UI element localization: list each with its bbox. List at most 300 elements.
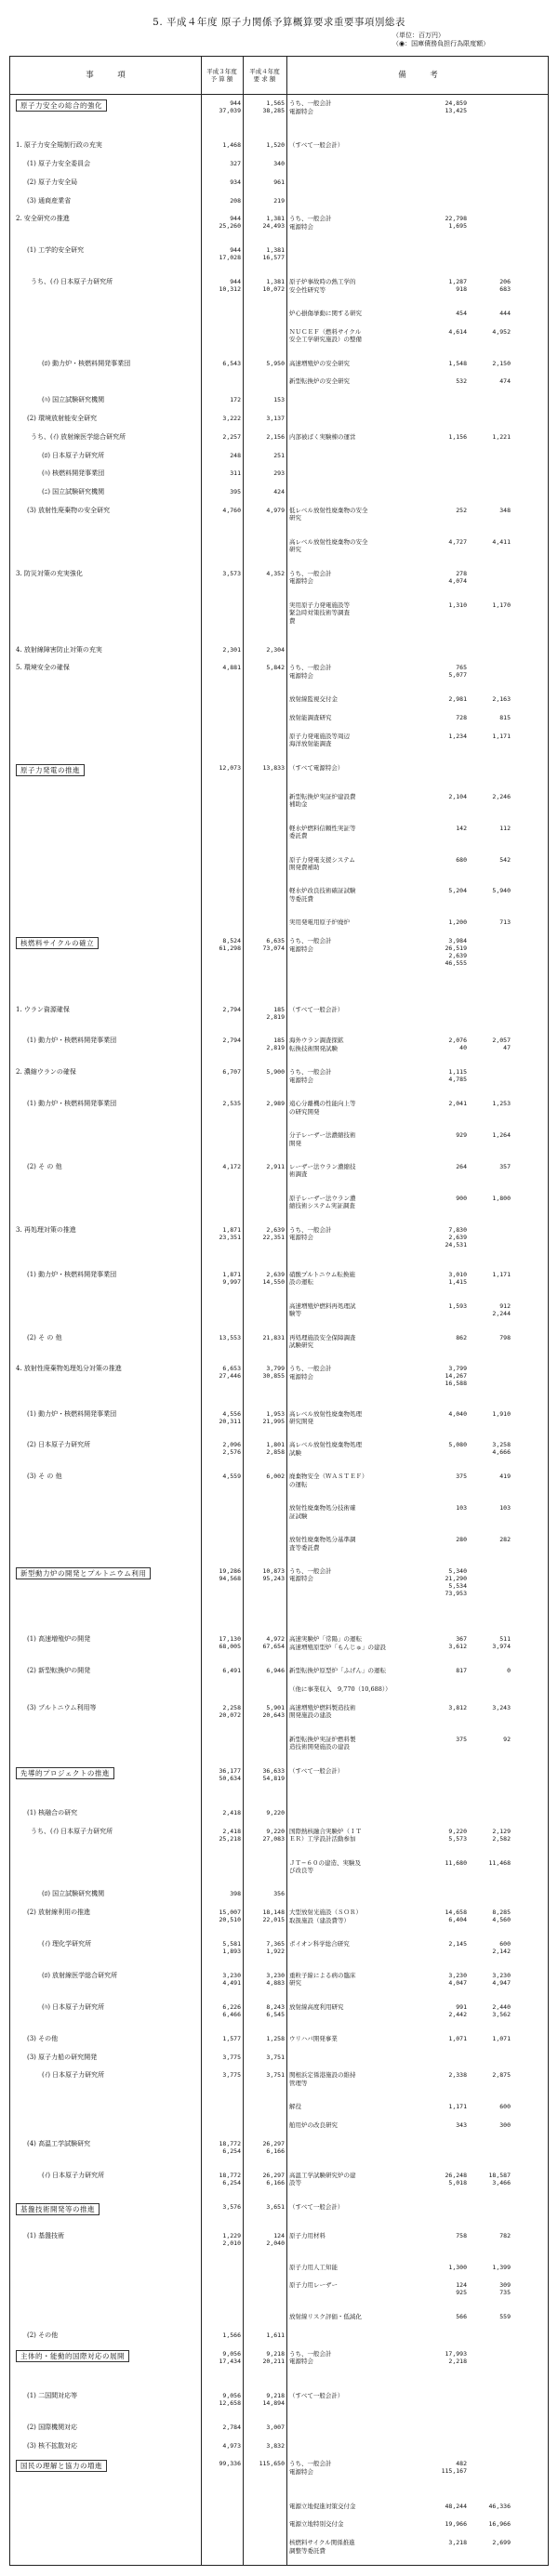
table-row (10, 1734, 548, 1765)
memo-amount-fy4: 600 (499, 2103, 511, 2111)
document-title: 5. 平成４年度 原子力関係予算概算要求重要事項別総表 (153, 17, 405, 28)
item-name: 2. 安全研究の推進 (16, 215, 70, 223)
table-row (10, 2390, 548, 2422)
memo-text: 海外ウラン調査探鉱 転換技術開発試験 (289, 1037, 344, 1052)
table-row (10, 1439, 548, 1471)
memo-amount-fy3: 9,220 5,573 (448, 1827, 467, 1843)
memo-amount-fy4: 46,336 (488, 2502, 511, 2510)
memo-text: （すべて電源特会） (289, 763, 344, 772)
memo-text: 電源立地促進対策交付金 (289, 2502, 356, 2510)
fy3-amount: 2,096 2,576 (222, 1441, 241, 1457)
fy3-amount: 2,418 (222, 1808, 241, 1816)
fy3-amount: 4,559 (222, 1473, 241, 1481)
fy4-amount: 21,831 (262, 1333, 285, 1341)
memo-text: 原子力用材料 (289, 2231, 326, 2239)
fy4-amount: 2,156 (266, 432, 285, 441)
item-name: (1) 動力炉・核燃料開発事業団 (27, 1037, 117, 1045)
fy4-amount: 340 (273, 159, 285, 167)
memo-text: 原子力発電支援システム 開発費補助 (289, 855, 355, 871)
memo-amount-fy4: 1,253 (492, 1100, 511, 1108)
fy4-amount: 5,901 20,643 (262, 1703, 285, 1719)
table-row (10, 139, 548, 158)
memo-amount-fy4: 1,171 (492, 732, 511, 740)
memo-amount-fy3: 1,548 (448, 359, 467, 367)
fy3-amount: 19,286 94,568 (219, 1566, 241, 1582)
item-name: (3) 放射性廃棄物の安全研究 (27, 506, 111, 514)
memo-text: （すべて一般会計） (289, 1005, 344, 1013)
fy3-amount: 4,881 (222, 664, 241, 672)
memo-amount-fy4: 3,243 (492, 1703, 511, 1711)
fy3-amount: 13,553 (219, 1333, 241, 1341)
category-label: 先導的プロジェクトの推進 (16, 1767, 114, 1779)
fy3-amount: 3,573 (222, 569, 241, 577)
fy4-amount: 8,243 6,545 (266, 2002, 285, 2018)
memo-text: うち、一般会計 電源特会 (289, 1068, 332, 1084)
table-row (10, 1363, 548, 1407)
item-name (16, 2460, 205, 2472)
table-row (10, 694, 548, 712)
fy3-amount: 9,056 12,658 (219, 2391, 241, 2407)
memo-amount-fy4: 16,966 (488, 2520, 511, 2529)
memo-text: 硝酸プルトニウム転換施 設の運転 (289, 1270, 355, 1287)
memo-text: 関根浜定係港施設の維持 管理等 (289, 2071, 356, 2087)
memo-amount-fy3: 142 (456, 824, 467, 832)
item-name: (2) その他 (27, 2331, 59, 2339)
memo-text: 放射性廃棄物処分技術確 証試験 (289, 1504, 356, 1520)
memo-amount-fy3: 5,204 (448, 887, 467, 895)
item-name: (3) 原子力船の研究開発 (27, 2053, 98, 2061)
memo-amount-fy4: 18,587 3,466 (488, 2171, 511, 2186)
memo-text: 再処理施設安全保障調査 試験研究 (289, 1333, 356, 1350)
fy3-amount: 395 (230, 488, 241, 496)
memo-amount-fy4: 2,699 (492, 2539, 511, 2547)
memo-amount-fy3: 375 (456, 1735, 467, 1743)
table-row (10, 2138, 548, 2170)
table-row (10, 2518, 548, 2537)
fy4-amount: 1,953 21,995 (262, 1409, 285, 1425)
memo-amount-fy4: 2,163 (492, 695, 511, 704)
memo-amount-fy3: 5,340 21,290 5,534 73,953 (445, 1566, 467, 1597)
table-row (10, 2001, 548, 2033)
item-name: 3. 再処理対策の推進 (16, 1225, 76, 1234)
memo-text: 国際熱核融合実験炉（ＩＴ ＥＲ）工学設計活動参加 (289, 1827, 362, 1843)
memo-amount-fy4: 1,170 (492, 601, 511, 609)
memo-text: 遠心分離機の性能向上等 の研究開発 (289, 1100, 356, 1116)
fy3-amount: 2,301 (222, 645, 241, 654)
memo-text: （すべて一般会計） (289, 1766, 344, 1775)
table-row (10, 213, 548, 244)
memo-amount-fy4: 713 (499, 918, 511, 927)
table-row (10, 2120, 548, 2138)
category-row (10, 762, 548, 791)
table-row (10, 1035, 548, 1066)
item-name: (1) 基盤技術 (27, 2231, 65, 2239)
memo-text: うち、一般会計 電源特会 (289, 1566, 332, 1583)
fy3-amount: 18,772 6,254 (219, 2171, 241, 2186)
header-item-label: 事 項 (86, 71, 126, 80)
category-row (10, 2201, 548, 2230)
item-name: (2) 日本原子力研究所 (27, 1441, 91, 1449)
memo-text: うち、一般会計 電源特会 (289, 1365, 332, 1380)
category-row (10, 935, 548, 1003)
table-row (10, 2033, 548, 2052)
table-row (10, 2422, 548, 2440)
table-row (10, 1224, 548, 1269)
item-name (16, 2350, 205, 2362)
fy4-amount: 1,565 38,285 (262, 99, 285, 114)
item-name: (1) 動力炉・核燃料開発事業団 (27, 1409, 117, 1418)
header-fy4-label: 平成４年度 (249, 68, 280, 75)
item-name: (ﾊ) 国立試験研究機関 (42, 396, 105, 404)
memo-amount-fy3: 1,593 (448, 1301, 467, 1310)
fy3-amount: 17,130 68,005 (219, 1635, 241, 1651)
memo-text: 高温工学試験研究炉の建 設等 (289, 2171, 356, 2187)
memo-amount-fy3: 367 3,612 (448, 1635, 467, 1651)
fy3-amount: 208 (230, 196, 241, 205)
item-name: (ｲ) 日本原子力研究所 (42, 2071, 105, 2080)
fy3-amount: 944 17,028 (219, 246, 241, 262)
table-row (10, 1269, 548, 1301)
table-row (10, 2537, 548, 2569)
memo-amount-fy3: 11,680 (445, 1858, 467, 1867)
category-row (10, 98, 548, 139)
item-name (16, 2203, 205, 2215)
fy4-amount: 4,352 (266, 569, 285, 577)
memo-amount-fy4: 112 (499, 824, 511, 832)
table-row (10, 1888, 548, 1907)
table-row (10, 2052, 548, 2070)
header-item (10, 57, 201, 94)
table-row (10, 276, 548, 308)
fy4-amount: 5,900 (266, 1068, 285, 1077)
category-label: 新型動力炉の開発とプルトニウム利用 (16, 1567, 151, 1579)
fy3-amount: 4,556 20,311 (219, 1409, 241, 1425)
fy4-amount: 1,611 (266, 2331, 285, 2339)
fy4-amount: 3,651 (266, 2202, 285, 2211)
fy3-amount: 1,577 (222, 2034, 241, 2042)
memo-amount-fy3: 728 (456, 713, 467, 721)
item-name: (2) 新型転換炉の開発 (27, 1667, 91, 1675)
memo-text: うち、一般会計 電源特会 (289, 1225, 332, 1242)
header-fy3-label: 平成３年度 (206, 68, 237, 75)
item-name: うち、(ｲ) 日本原子力研究所 (31, 1827, 113, 1835)
memo-amount-fy3: 532 (456, 377, 467, 386)
memo-amount-fy4: 1,399 (492, 2263, 511, 2271)
fy4-amount: 1,381 24,493 (262, 215, 285, 231)
memo-amount-fy3: 3,984 26,519 2,639 46,555 (445, 937, 467, 968)
item-name: 2. 濃縮ウランの確保 (16, 1068, 76, 1077)
table-row (10, 2330, 548, 2348)
item-name: (ｲ) 理化学研究所 (42, 1940, 92, 1949)
table-row (10, 1066, 548, 1098)
item-name: (ﾆ) 国立試験研究機関 (42, 488, 105, 496)
memo-amount-fy3: 280 (456, 1536, 467, 1544)
fy3-amount: 2,258 20,072 (219, 1703, 241, 1719)
unit-line: （単位：百万円） (392, 32, 445, 39)
category-label: 核燃料サイクルの確立 (16, 937, 99, 949)
memo-text: ＪＴ−６０の建造、実験及 び改良等 (289, 1858, 361, 1875)
table-row (10, 1193, 548, 1224)
memo-amount-fy3: 1,287 918 (448, 278, 467, 294)
memo-amount-fy3: 817 (456, 1667, 467, 1675)
fy3-amount: 944 25,260 (219, 215, 241, 231)
category-label: 主体的・能動的国際対応の展開 (16, 2350, 129, 2362)
header-memo (286, 57, 550, 94)
memo-amount-fy3: 900 (456, 1194, 467, 1202)
memo-amount-fy4: 2,057 47 (492, 1037, 511, 1052)
table-row (10, 1129, 548, 1161)
fy4-amount: 3,799 30,855 (262, 1365, 285, 1380)
memo-text: 原子レーザー法ウラン濃 縮技術システム実証調査 (289, 1194, 356, 1210)
table-row (10, 536, 548, 568)
category-label: 国民の理解と協力の増進 (16, 2460, 107, 2472)
fy3-amount: 4,172 (222, 1162, 241, 1170)
memo-amount-fy4: 357 (499, 1162, 511, 1170)
fy3-amount: 15,007 20,510 (219, 1909, 241, 1924)
fy3-amount: 1,566 (222, 2331, 241, 2339)
item-name: 1. 原子力安全規制行政の充実 (16, 141, 102, 150)
fy4-amount: 5,842 (266, 664, 285, 672)
category-row (10, 1765, 548, 1807)
item-name: (1) 動力炉・核燃料開発事業団 (27, 1100, 117, 1108)
fy3-amount: 327 (230, 159, 241, 167)
fy4-amount: 293 (273, 469, 285, 478)
item-name: (3) その他 (27, 2034, 59, 2042)
memo-text: 低レベル放射性廃棄物の安全 研究 (289, 506, 368, 522)
table-row (10, 1665, 548, 1684)
table-row (10, 917, 548, 935)
memo-amount-fy3: 2,041 (448, 1100, 467, 1108)
fy4-amount: 185 2,819 (266, 1037, 285, 1052)
memo-amount-fy3: 758 (456, 2231, 467, 2239)
fy3-amount: 3,222 (222, 414, 241, 422)
memo-amount-fy4: 11,468 (488, 1858, 511, 1867)
fy3-amount: 3,230 4,491 (222, 1971, 241, 1987)
memo-amount-fy4: 0 (507, 1667, 511, 1675)
fy4-amount: 2,639 22,351 (262, 1225, 285, 1241)
table-row (10, 244, 548, 276)
memo-text: ポイオン科学総合研究 (289, 1940, 350, 1949)
fy4-amount: 1,381 16,577 (262, 246, 285, 262)
fy3-amount: 6,707 (222, 1068, 241, 1077)
memo-text: レーザー法ウラン濃縮技 術調査 (289, 1162, 356, 1179)
fy4-amount: 9,220 27,083 (262, 1827, 285, 1843)
memo-text: 高レベル放射性廃棄物処理 研究開発 (289, 1409, 362, 1425)
item-name: (4) 高温工学試験研究 (27, 2139, 91, 2147)
item-name: (2) 原子力安全局 (27, 178, 78, 186)
fy3-amount: 2,784 (222, 2423, 241, 2431)
memo-amount-fy4: 4,411 (492, 537, 511, 546)
budget-table (9, 56, 549, 2566)
fy3-amount: 2,418 25,218 (219, 1827, 241, 1843)
memo-amount-fy3: 2,981 (448, 695, 467, 704)
header-memo-label: 備 考 (398, 71, 438, 80)
item-name: (1) 工学的安全研究 (27, 246, 85, 255)
memo-text: 高速増殖炉の安全研究 (289, 359, 350, 367)
memo-text: 廃棄物安全（ＷＡＳＴＥＦ） の運転 (289, 1473, 368, 1488)
fy4-amount: 115,650 (259, 2460, 285, 2468)
table-row (10, 600, 548, 644)
memo-text: 放射性廃棄物処分基準調 査等委託費 (289, 1536, 356, 1552)
memo-amount-fy4: 419 (499, 1473, 511, 1481)
memo-amount-fy4: 1,171 (492, 1270, 511, 1278)
memo-amount-fy4: 2,150 (492, 359, 511, 367)
memo-amount-fy3: 2,338 (448, 2071, 467, 2080)
memo-text: 軽水炉燃料信頼性実証等 委託費 (289, 824, 356, 840)
table-row (10, 1332, 548, 1364)
memo-amount-fy3: 765 5,077 (448, 664, 467, 680)
table-row (10, 505, 548, 536)
memo-amount-fy4: 309 735 (499, 2281, 511, 2297)
table-row (10, 731, 548, 762)
memo-amount-fy4: 1,221 (492, 432, 511, 441)
item-name: 4. 放射線障害防止対策の充実 (16, 645, 102, 654)
fy4-amount: 6,946 (266, 1667, 285, 1675)
fy4-amount: 3,751 (266, 2053, 285, 2061)
category-row (10, 1565, 548, 1633)
table-row (10, 644, 548, 663)
memo-amount-fy3: 1,234 (448, 732, 467, 740)
memo-text: 分子レーザー法濃縮技術 開発 (289, 1131, 356, 1147)
header-fy3-sub: 予 算 額 (210, 75, 233, 83)
memo-amount-fy4: 92 (503, 1735, 511, 1743)
fy4-amount: 153 (273, 396, 285, 404)
memo-amount-fy3: 5,080 (448, 1441, 467, 1449)
fy3-amount: 172 (230, 396, 241, 404)
item-name: (3) そ の 他 (27, 1473, 62, 1481)
table-row (10, 2069, 548, 2101)
memo-amount-fy3: 3,010 1,415 (448, 1270, 467, 1286)
memo-amount-fy3: 929 (456, 1131, 467, 1140)
table-row (10, 1633, 548, 1665)
fy4-amount: 3,007 (266, 2423, 285, 2431)
memo-amount-fy4: 4,952 (492, 327, 511, 336)
item-name: (ﾛ) 国立試験研究機関 (42, 1890, 105, 1898)
memo-text: 実用原子力発電施設等 緊急時対策技術等調査 費 (289, 601, 350, 625)
memo-amount-fy3: 4,727 (448, 537, 467, 546)
memo-amount-fy3: 343 (456, 2120, 467, 2129)
table-header (10, 57, 548, 95)
memo-amount-fy3: 103 (456, 1504, 467, 1513)
fy4-amount: 4,979 (266, 506, 285, 514)
table-row (10, 885, 548, 917)
fy3-amount: 3,775 (222, 2071, 241, 2080)
category-label: 原子力発電の推進 (16, 764, 85, 776)
memo-text: 高レベル放射性廃棄物の安全 研究 (289, 537, 368, 554)
memo-text: （他に事業収入 9,770（10,688）） (289, 1685, 392, 1694)
memo-amount-fy3: 17,993 2,218 (445, 2349, 467, 2365)
memo-amount-fy3: 1,115 4,785 (448, 1068, 467, 1084)
item-name: 5. 環境安全の確保 (16, 664, 70, 672)
memo-amount-fy3: 14,658 6,404 (445, 1909, 467, 1924)
fy3-amount: 2,535 (222, 1100, 241, 1108)
item-name: (ﾛ) 放射線医学総合研究所 (42, 1971, 118, 1979)
fy4-amount: 9,220 (266, 1808, 285, 1816)
fy4-amount: 219 (273, 196, 285, 205)
memo-amount-fy4: 912 2,244 (492, 1301, 511, 1317)
memo-text: 炉心損傷挙動に関する研究 (289, 309, 362, 317)
fy4-amount: 1,381 10,072 (262, 278, 285, 294)
fy4-amount: 26,297 6,166 (262, 2171, 285, 2186)
fy3-amount: 311 (230, 469, 241, 478)
memo-text: 大型放射光施設（ＳＯＲ） 取扱施設（建設費等） (289, 1909, 362, 1924)
table-row (10, 177, 548, 195)
table-row (10, 308, 548, 326)
fy3-amount: 1,468 (222, 141, 241, 150)
table-row (10, 2170, 548, 2201)
memo-amount-fy4: 1,264 (492, 1131, 511, 1140)
memo-text: 高レベル放射性廃棄物処理 試験 (289, 1441, 362, 1457)
memo-text: ウリハバ開発事業 (289, 2034, 338, 2042)
memo-text: （すべて一般会計） (289, 2391, 344, 2399)
fy4-amount: 4,972 67,654 (262, 1635, 285, 1651)
fy3-amount: 944 10,312 (219, 278, 241, 294)
memo-amount-fy3: 4,614 (448, 327, 467, 336)
memo-amount-fy3: 454 (456, 309, 467, 317)
memo-text: 舶用炉の改良研究 (289, 2120, 338, 2129)
memo-amount-fy3: 862 (456, 1333, 467, 1341)
table-row (10, 712, 548, 731)
memo-amount-fy4: 542 (499, 855, 511, 864)
fy4-amount: 18,148 22,015 (262, 1909, 285, 1924)
table-row (10, 326, 548, 358)
memo-amount-fy4: 5,940 (492, 887, 511, 895)
fy4-amount: 3,230 4,883 (266, 1971, 285, 1987)
memo-amount-fy3: 1,310 (448, 601, 467, 609)
memo-amount-fy4: 2,440 3,562 (492, 2002, 511, 2018)
memo-amount-fy3: 22,798 1,695 (445, 215, 467, 231)
memo-text: 原子炉事故時の熱工学的 安全性研究等 (289, 278, 356, 294)
table-row (10, 1826, 548, 1857)
memo-text: うち、一般会計 電源特会 (289, 215, 332, 231)
table-row (10, 486, 548, 505)
memo-amount-fy3: 1,200 (448, 918, 467, 927)
memo-amount-fy3: 1,300 (448, 2263, 467, 2271)
memo-amount-fy4: 282 (499, 1536, 511, 1544)
category-label: 原子力安全の総合的強化 (16, 99, 107, 112)
memo-amount-fy3: 3,230 4,047 (448, 1971, 467, 1987)
fy4-amount: 6,002 (266, 1473, 285, 1481)
fy4-amount: 3,832 (266, 2441, 285, 2450)
item-name: (1) 動力炉・核燃料開発事業団 (27, 1270, 117, 1278)
memo-amount-fy3: 1,156 (448, 432, 467, 441)
memo-amount-fy4: 3,258 4,666 (492, 1441, 511, 1457)
memo-text: （すべて一般会計） (289, 141, 344, 150)
fy3-amount: 9,056 17,434 (219, 2349, 241, 2365)
fy4-amount: 1,520 (266, 141, 285, 150)
category-row (10, 2348, 548, 2390)
table-row (10, 358, 548, 376)
memo-text: 内部被ばく実験棟の運営 (289, 432, 356, 441)
fy3-amount: 18,772 6,254 (219, 2139, 241, 2155)
memo-text: 放射線リスク評価・低減化 (289, 2313, 362, 2321)
header-fy4 (243, 57, 286, 94)
table-row (10, 1004, 548, 1036)
memo-text: うち、一般会計 電源特会 (289, 99, 332, 115)
fy3-amount: 248 (230, 451, 241, 459)
fy3-amount: 5,581 1,893 (222, 1940, 241, 1956)
table-row (10, 1408, 548, 1440)
memo-text: 高速増殖炉燃料再処理試 験等 (289, 1301, 356, 1318)
memo-text: 原子力発電施設等周辺 海洋放射能調査 (289, 732, 350, 748)
memo-text: 放射線高度利用研究 (289, 2002, 344, 2011)
memo-text: 新型転換炉実証炉燃料製 造技術開発施設の建設 (289, 1735, 356, 1751)
item-name: (3) プルトニウム利用等 (27, 1703, 97, 1711)
item-name: (ｲ) 日本原子力研究所 (42, 2171, 105, 2179)
fy3-amount: 1,871 23,351 (219, 1225, 241, 1241)
memo-amount-fy3: 48,244 (445, 2502, 467, 2510)
fy4-amount: 961 (273, 178, 285, 186)
